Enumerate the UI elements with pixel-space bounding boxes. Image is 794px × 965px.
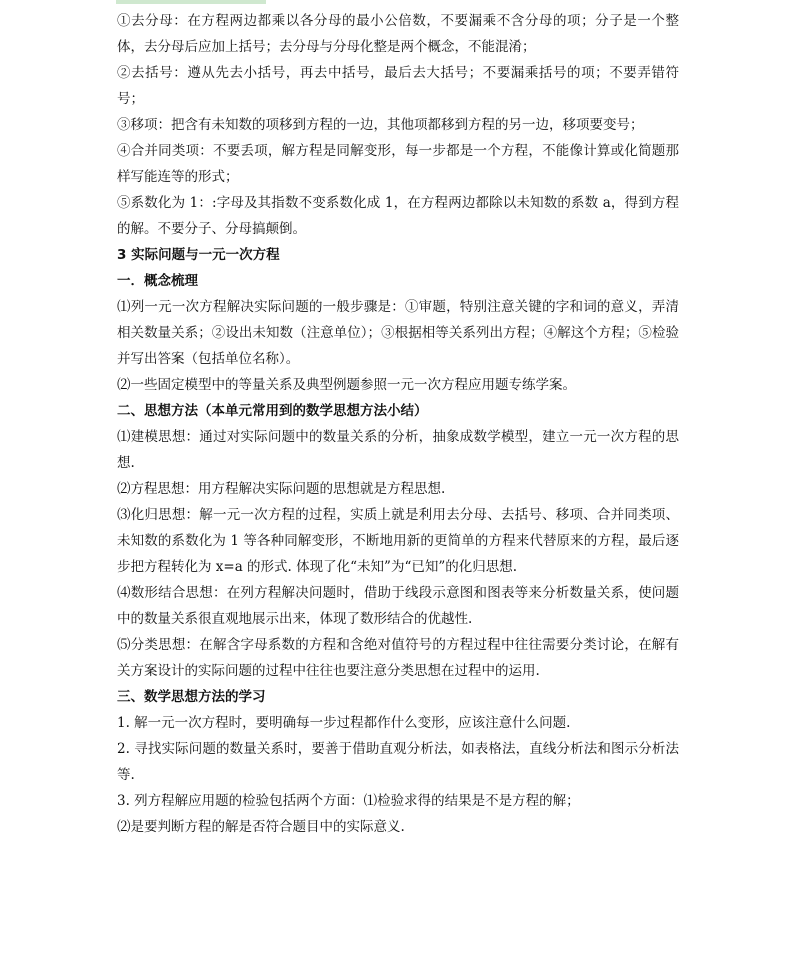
concept-item-1: ⑴列一元一次方程解决实际问题的一般步骤是：①审题，特别注意关键的字和词的意义，弄清相关数量关系；②设出未知数（注意单位）；③根据相等关系列出方程；④解这个方程；⑤检验并写出答案（包括单位名称）。 bbox=[117, 299, 679, 367]
method-classification: ⑸分类思想：在解含字母系数的方程和含绝对值符号的方程过程中往往需要分类讨论，在解有关方案设计的实际问题的过程中往往也要注意分类思想在过程中的运用. bbox=[117, 637, 679, 679]
learning-item-1: 1. 解一元一次方程时，要明确每一步过程都作什么变形，应该注意什么问题. bbox=[117, 715, 571, 731]
step-remove-denominators: ①去分母：在方程两边都乘以各分母的最小公倍数，不要漏乘不含分母的项；分子是一个整体，去分母后应加上括号；去分母与分母化整是两个概念，不能混淆； bbox=[117, 13, 679, 55]
subheading-concepts: 一．概念梳理 bbox=[117, 273, 198, 289]
method-reduction: ⑶化归思想：解一元一次方程的过程，实质上就是利用去分母、去括号、移项、合并同类项、未知数的系数化为 1 等各种同解变形，不断地用新的更简单的方程来代替原来的方程，最后逐步把方程转化为 x=a 的形式. 体现了化“未知”为“已知”的化归思想. bbox=[117, 507, 679, 575]
subheading-learning: 三、数学思想方法的学习 bbox=[117, 689, 266, 705]
method-equation: ⑵方程思想：用方程解决实际问题的思想就是方程思想. bbox=[117, 481, 446, 497]
learning-item-3-cont: ⑵是要判断方程的解是否符合题目中的实际意义. bbox=[117, 819, 405, 835]
step-coefficient-to-one: ⑤系数化为 1：:字母及其指数不变系数化成 1，在方程两边都除以未知数的系数 a，得到方程的解。不要分子、分母搞颠倒。 bbox=[117, 195, 679, 237]
step-remove-brackets: ②去括号：遵从先去小括号，再去中括号，最后去大括号；不要漏乘括号的项；不要弄错符号； bbox=[117, 65, 679, 107]
step-move-terms: ③移项：把含有未知数的项移到方程的一边，其他项都移到方程的另一边，移项要变号； bbox=[117, 117, 644, 133]
method-number-shape: ⑷数形结合思想：在列方程解决问题时，借助于线段示意图和图表等来分析数量关系，使问题中的数量关系很直观地展示出来，体现了数形结合的优越性. bbox=[117, 585, 679, 627]
top-strip bbox=[116, 0, 266, 4]
concept-item-2: ⑵一些固定模型中的等量关系及典型例题参照一元一次方程应用题专练学案。 bbox=[117, 377, 576, 393]
step-combine-like-terms: ④合并同类项：不要丢项，解方程是同解变形，每一步都是一个方程，不能像计算或化简题那样写能连等的形式； bbox=[117, 143, 679, 185]
method-modeling: ⑴建模思想：通过对实际问题中的数量关系的分析，抽象成数学模型，建立一元一次方程的思想. bbox=[117, 429, 679, 471]
learning-item-3: 3. 列方程解应用题的检验包括两个方面：⑴检验求得的结果是不是方程的解； bbox=[117, 793, 580, 809]
document-body bbox=[117, 8, 679, 840]
subheading-methods: 二、思想方法（本单元常用到的数学思想方法小结） bbox=[117, 403, 428, 419]
learning-item-2: 2. 寻找实际问题的数量关系时，要善于借助直观分析法，如表格法，直线分析法和图示分析法等. bbox=[117, 741, 679, 783]
section-heading-3: 3 实际问题与一元一次方程 bbox=[117, 247, 280, 263]
